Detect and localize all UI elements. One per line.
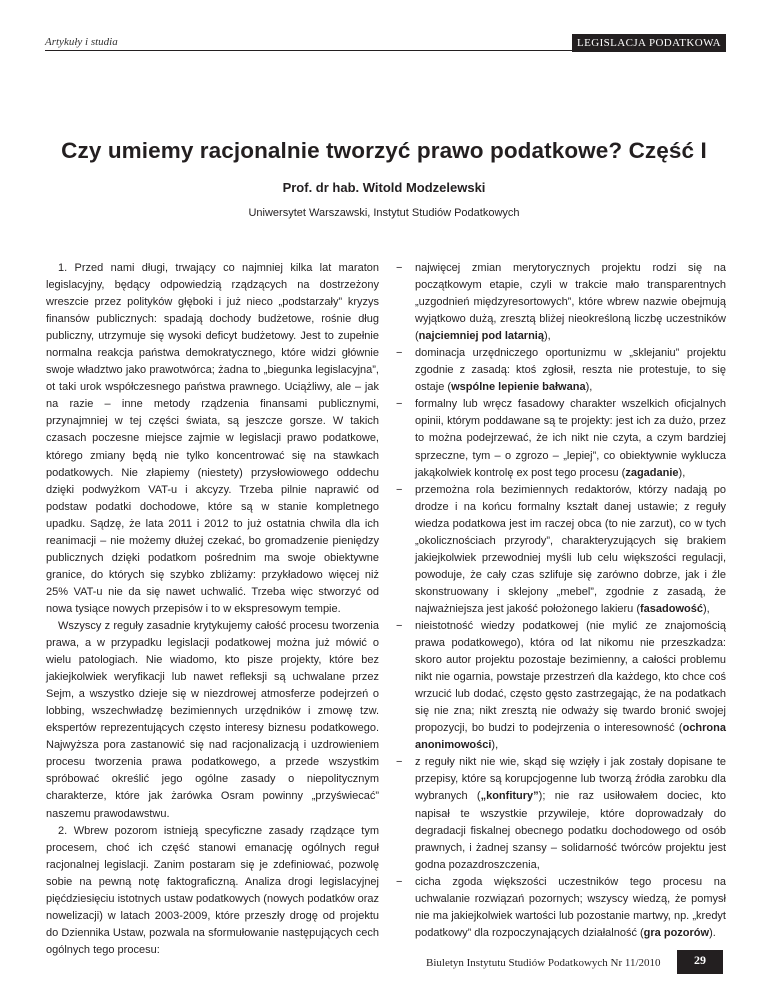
list-item-emphasis: zagadanie: [625, 466, 679, 479]
list-item-tail: ),: [491, 739, 499, 752]
list-item: [396, 874, 726, 942]
list-item: [396, 345, 726, 396]
list-item-emphasis: gra pozorów: [643, 926, 710, 939]
feature-list: [396, 260, 726, 942]
list-item-text: przemożna rola bezimiennych redaktorów, którzy nadają po drodze i na końcu formalny kształt danej ustawie; z reguły wiedza podatkowa jest im raczej obca (to nie zarzut), co w tych „okolicznościach przyrody”, charakteryzujących się brakiem jakiejkolwiek przewodniej myśli lub celu większości regulacji, powoduje, że cały czas szlifuje się zarówno dobrze, jak i źle skonstruowany i sklejony „mebel”, zgodnie z zasadą, że najważniejsza jest jakość położonego lakieru (: [415, 483, 726, 615]
category-badge: LEGISLACJA PODATKOWA: [572, 34, 726, 52]
journal-footer: Biuletyn Instytutu Studiów Podatkowych Nr 11/2010: [426, 957, 661, 969]
list-item-text: z reguły nikt nie wie, skąd się wzięły i jak zostały dopisane te przepisy, które są korupcjogenne lub tworzą źródła zarobku dla wybranych (: [415, 756, 726, 803]
list-item-emphasis: ochrona anonimowości: [415, 722, 726, 752]
header-divider: [45, 50, 726, 51]
list-item: [396, 482, 726, 618]
list-item-text: dominacja urzędniczego oportunizmu w „sklejaniu” projektu zgodnie z zasadą: ktoś zgłosił, reszta nie protestuje, to się ostaje (: [415, 347, 726, 394]
list-item-text: nieistotność wiedzy podatkowej (nie mylić ze znajomością prawa podatkowego), która od lat nikomu nie przeszkadza: skoro autor projektu pozostaje bezimienny, a całości problemu nikt nie ogarnia, powstaje przestrzeń dla każdego, kto chce coś wrzucić lub dodać, często gęsto zastrzegając, że na podatkach się nie zna; nikt zresztą nie odważy się twardo bronić swojej propozycji, bo budzi to podejrzenia o interesowność (: [415, 619, 726, 735]
list-item-text: formalny lub wręcz fasadowy charakter wszelkich oficjalnych opinii, którym poddawane są te projekty: jest ich za dużo, przez to można podejrzewać, że ich nikt nie czyta, a czym bardziej sprzeczne, tym – o zgrozo – „lepiej”, co obiektywnie wyklucza jakąkolwiek kontrolę ex post tego procesu (: [415, 398, 726, 479]
left-column: [46, 260, 379, 959]
list-item-tail: ),: [702, 602, 710, 615]
list-item-emphasis: fasadowość: [640, 602, 703, 615]
article-author: Prof. dr hab. Witold Modzelewski: [282, 180, 486, 195]
list-item: [396, 396, 726, 481]
list-item: [396, 260, 726, 345]
right-column: [396, 260, 726, 942]
paragraph-2: Wszyscy z reguły zasadnie krytykujemy całość procesu tworzenia prawa, a w przypadku legislacji podatkowej można już mówić o wielu patologiach. Nie wiadomo, kto pisze projekty, które bez jakiejkolwiek weryfikacji lub nawet refleksji są uchwalane przez Sejm, a wszystko dzieje się w niezdrowej atmosferze podejrzeń o lobbing, wszechwładzę bezimiennych urzędników i zmowę tzw. ekspertów reprezentujących często interesy biznesu podatkowego. Najwyższa pora zastanowić się nad racjonalizacją i uzdrowieniem procesu tworzenia prawa podatkowego, a przede wszystkim spróbować określić jego ogólne zasady o niepolitycznym charakterze, które jak żarówka Osram powinny „przyświecać” naszemu prawodawstwu.: [46, 619, 379, 820]
list-item-tail: ),: [544, 330, 551, 343]
page-number: 29: [677, 950, 723, 974]
article-title: Czy umiemy racjonalnie tworzyć prawo podatkowe? Część I: [61, 138, 707, 163]
list-item-tail: ).: [709, 926, 716, 939]
author-affiliation: Uniwersytet Warszawski, Instytut Studiów Podatkowych: [248, 207, 520, 219]
list-item-emphasis: wspólne lepienie bałwana: [451, 381, 586, 394]
paragraph-3: 2. Wbrew pozorom istnieją specyficzne zasady rządzące tym procesem, choć ich część stanowi emanację ogólnych reguł racjonalnej legislacji. Zanim postaram się je zdefiniować, pozwolę sobie na pewną notę faktograficzną. Analiza drogi legislacyjnej pięćdziesięciu istotnych ustaw podatkowych (nowych podatków oraz nowelizacji) w latach 2003-2009, które przeszły drogę od projektu do Dziennika Ustaw, pozwala na sformułowanie następujących cech ogólnych tego procesu:: [46, 824, 379, 956]
list-item-emphasis: najciemniej pod latarnią: [418, 330, 544, 343]
paragraph-1: 1. Przed nami długi, trwający co najmniej kilka lat maraton legislacyjny, będący odpowiedzią rządzących na dostrzeżony wreszcie przez polityków głęboki i już nieco „podstarzały” kryzys finansów publicznych: spadają dochody budżetowe, rośnie dług publiczny, utrzymuje się wysoki deficyt budżetowy. Jest to zupełnie normalna reakcja państwa demokratycznego, które widzi głównie swoje władztwo jako prawotwórca; żadna to „biegunka legislacyjna”, ot taki urok współczesnego państwa prawnego. Uciążliwy, ale – jak na razie – inne metody rządzenia finansami publicznymi, przynajmniej w tej części świata, są jeszcze gorsze. W takich czasach poczesne miejsce zajmie w legislacji prawo podatkowe, którego zmiany będą nie tylko koncentrować się na stawkach podatkowych. Nie złapiemy (niestety) przysłowiowego oddechu dzięki podwyżkom VAT-u i akcyzy. Trzeba pilnie naprawić od podstaw podatki dochodowe, które są w stanie kompletnego upadku. Sądzę, że lata 2011 i 2012 to już ostatnia chwila dla ich reanimacji – nie możemy dłużej czekać, bo gromadzenie pieniędzy publicznych dzięki podatkom pośrednim ma swoje obiektywne granice, do których się szybko zbliżamy: przykładowo więcej niż 25% VAT-u nie da się nawet uchwalić. Trzeba więc stworzyć od nowa tysiące nowych przepisów i to w ekspresowym tempie.: [46, 262, 379, 615]
list-item-tail: ),: [585, 381, 593, 394]
list-item: [396, 618, 726, 754]
list-item-tail: ); nie raz usiłowałem dociec, kto napisał te wszystkie przywileje, które doprowadzały do degradacji fiskalnej obecnego podatku dochodowego od osób prawnych, i żadnej szansy – solidarność twórców projektu jest godna pozazdroszczenia,: [415, 790, 726, 871]
section-label: Artykuły i studia: [45, 36, 118, 48]
list-item-tail: ),: [678, 466, 686, 479]
list-item-emphasis: „konfitury”: [480, 790, 539, 803]
list-item-text: najwięcej zmian merytorycznych projektu rodzi się na początkowym etapie, czyli w trakcie mało transparentnych „uzgodnień międzyresortowych”, które wbrew nazwie obejmują wyjątkowo dużą, zresztą bliżej nieokreśloną liczbę uczestników (: [415, 262, 726, 343]
list-item-text: cicha zgoda większości uczestników tego procesu na uchwalanie rozwiązań pozornych; wszyscy wiedzą, że pomysł nie ma jakiejkolwiek wartości lub pozostanie martwy, np. „kredyt podatkowy” dla rozpoczynających działalność (: [415, 875, 726, 939]
list-item: [396, 754, 726, 873]
